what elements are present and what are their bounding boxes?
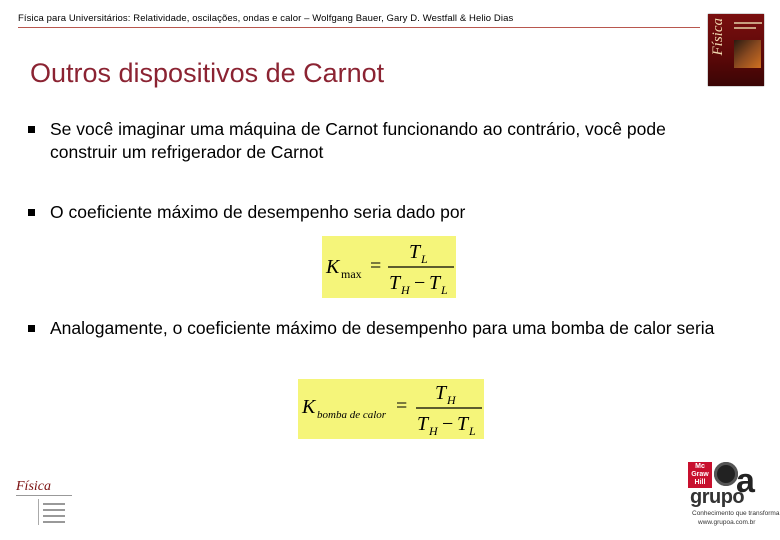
- formula-lhs-subscript: bomba de calor: [317, 409, 387, 421]
- book-logo-text: Física: [16, 479, 51, 494]
- formula-equals: =: [370, 255, 382, 277]
- formula-numerator-subscript: H: [447, 393, 456, 407]
- formula-denominator-term: T: [417, 413, 429, 435]
- formula-denominator-term: T: [457, 413, 469, 435]
- grupo-a-wordmark: grupo: [690, 486, 745, 508]
- formula-equals: =: [396, 395, 408, 417]
- bullet-item: [28, 317, 718, 340]
- book-cover-artwork: [734, 40, 761, 68]
- formula-denominator-term: T: [389, 272, 401, 294]
- bullet-item: [28, 118, 718, 164]
- header-divider: [18, 27, 700, 28]
- formula-denominator-subscript: L: [441, 283, 448, 297]
- book-cover-rule: [734, 22, 762, 24]
- running-header: Física para Universitários: Relatividade, oscilações, ondas e calor – Wolfgang Bauer, Gary D. Westfall & Helio Dias: [18, 13, 514, 24]
- publisher-slogan: Conhecimento que transforma: [692, 510, 780, 517]
- bullet-marker: [28, 325, 35, 332]
- book-logo: [16, 479, 80, 527]
- grupo-a-letter: a: [736, 462, 755, 500]
- publisher-seal-icon: [714, 462, 738, 486]
- formula-minus: −: [414, 272, 426, 294]
- book-logo-detail: [38, 499, 69, 525]
- bullet-item: [28, 201, 718, 224]
- formula-denominator-term: T: [429, 272, 441, 294]
- book-cover-thumbnail: [708, 14, 764, 86]
- bullet-marker: [28, 126, 35, 133]
- formula-denominator-subscript: L: [469, 424, 476, 438]
- formula-lhs-subscript: max: [341, 267, 362, 281]
- formula-denominator-subscript: H: [429, 424, 438, 438]
- book-cover-title: Física: [710, 18, 726, 56]
- formula-numerator: T: [409, 241, 421, 263]
- book-logo-rule: [16, 495, 72, 496]
- formula-denominator-subscript: H: [401, 283, 410, 297]
- publisher-logo: [688, 462, 780, 528]
- slide-title: Outros dispositivos de Carnot: [30, 58, 385, 88]
- bullet-text: Se você imaginar uma máquina de Carnot funcionando ao contrário, você pode construir um refrigerador de Carnot: [50, 119, 666, 162]
- book-cover-rule-2: [734, 27, 756, 29]
- bullet-text: Analogamente, o coeficiente máximo de desempenho para uma bomba de calor seria: [50, 318, 715, 338]
- formula-numerator: T: [435, 382, 447, 404]
- formula-minus: −: [442, 413, 454, 435]
- formula-numerator-subscript: L: [421, 252, 428, 266]
- publisher-url: www.grupoa.com.br: [698, 519, 756, 526]
- mcgraw-hill-logo: Mc Graw Hill: [688, 462, 712, 488]
- bullet-marker: [28, 209, 35, 216]
- formula-heat-pump-cop: [298, 379, 484, 439]
- formula-lhs: K: [326, 256, 340, 278]
- bullet-text: O coeficiente máximo de desempenho seria dado por: [50, 202, 466, 222]
- formula-refrigerator-cop: [322, 236, 456, 298]
- formula-lhs: K: [302, 396, 316, 418]
